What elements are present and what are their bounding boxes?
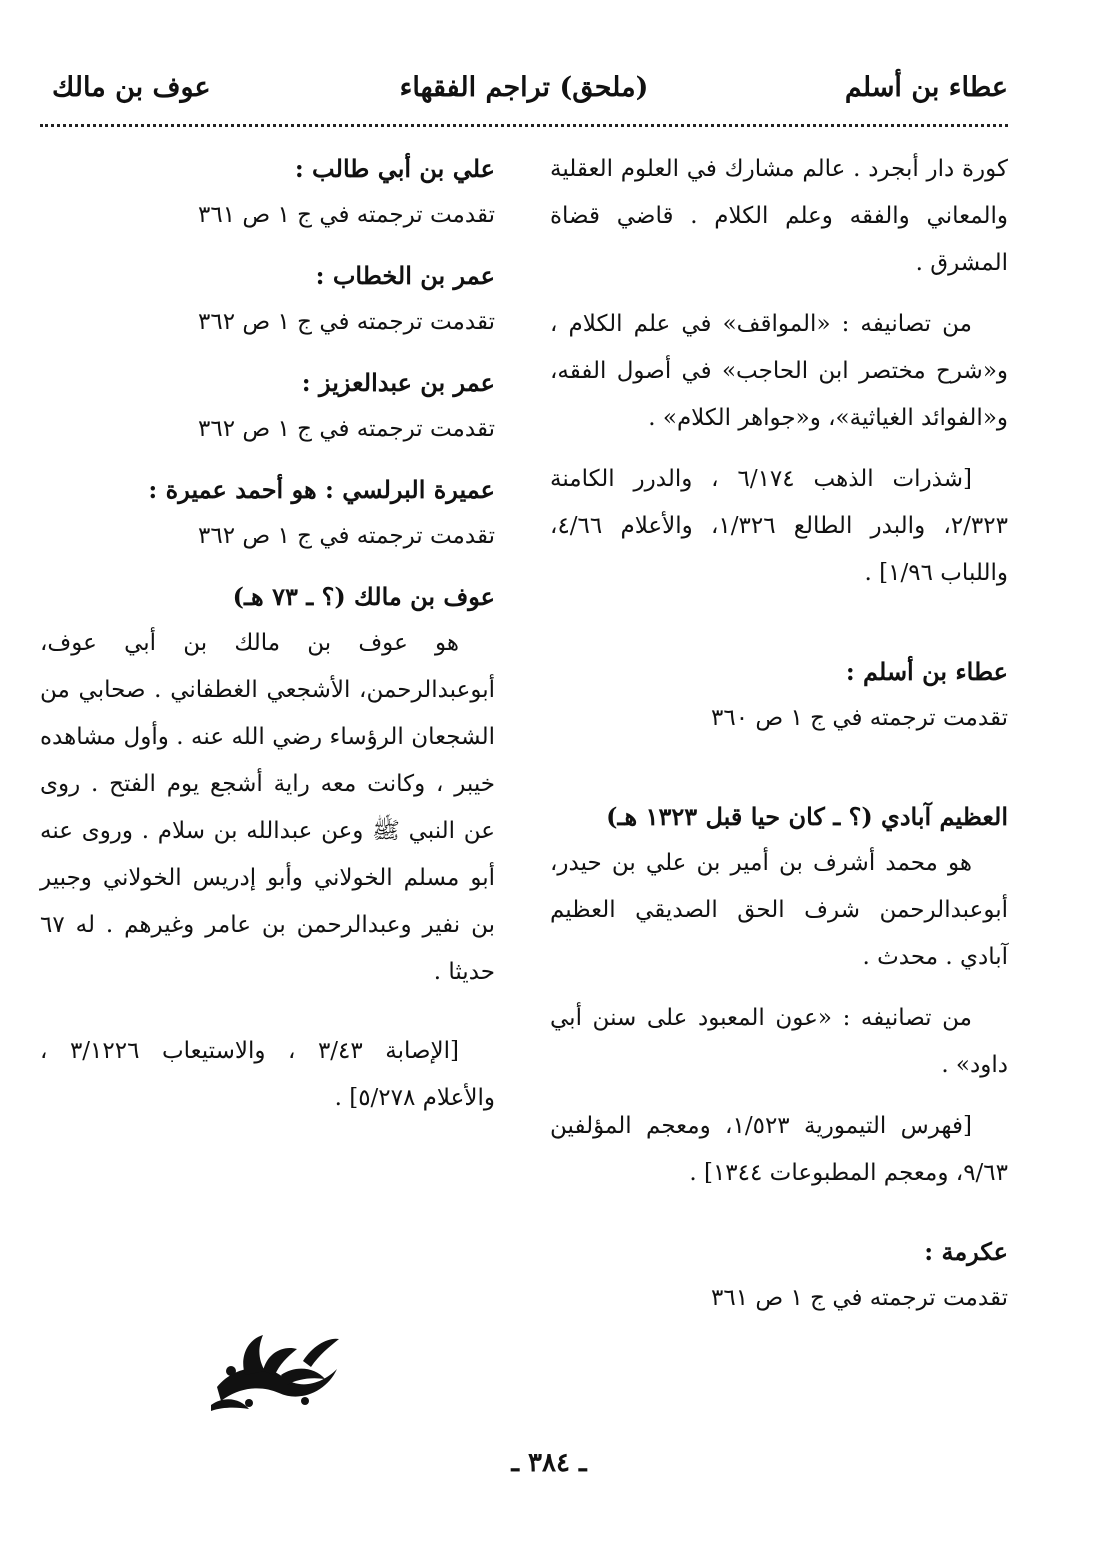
entry-ref-ali: تقدمت ترجمته في ج ١ ص ٣٦١ <box>197 202 495 228</box>
left-column <box>40 146 495 1122</box>
running-header <box>40 72 1008 122</box>
entry-bio-azim-abadi: هو محمد أشرف بن أمير بن علي بن حيدر، أبوعبدالرحمن شرف الحق الصديقي العظيم آبادي . محدث . <box>550 850 1008 970</box>
entry-ref-umar: تقدمت ترجمته في ج ١ ص ٣٦٢ <box>197 309 495 335</box>
header-left-entry: عوف بن مالك <box>52 72 211 103</box>
entry-works-azim-abadi: من تصانيفه : «عون المعبود على سنن أبي داود» . <box>550 1005 1008 1078</box>
header-right-entry: عطاء بن أسلم <box>844 72 1008 103</box>
entry-title-azim-abadi: العظيم آبادي (؟ ـ كان حيا قبل ١٣٢٣ هـ) <box>606 802 1008 831</box>
entry-title-umar: عمر بن الخطاب : <box>315 261 495 290</box>
entry-sources-azim-abadi: [فهرس التيمورية ١/٥٢٣، ومعجم المؤلفين ٩/٦٣، ومعجم المطبوعات ١٣٤٤] . <box>550 1113 1008 1186</box>
right-column <box>550 146 1008 1322</box>
entry-ref-ata: تقدمت ترجمته في ج ١ ص ٣٦٠ <box>710 705 1008 731</box>
entry-title-awf: عوف بن مالك (؟ ـ ٧٣ هـ) <box>232 582 495 611</box>
entry-title-umar-abdulaziz: عمر بن عبدالعزيز : <box>301 368 495 397</box>
floral-ornament <box>205 1325 345 1415</box>
entry-sources: [شذرات الذهب ٦/١٧٤ ، والدرر الكامنة ٢/٣٢٣، والبدر الطالع ١/٣٢٦، والأعلام ٤/٦٦، واللباب ١/٩٦] . <box>550 466 1008 586</box>
entry-title-ata: عطاء بن أسلم : <box>845 657 1008 686</box>
entry-title-ali: علي بن أبي طالب : <box>294 154 495 183</box>
entry-works: من تصانيفه : «المواقف» في علم الكلام ، و«شرح مختصر ابن الحاجب» في أصول الفقه، و«الفوائد الغياثية»، و«جواهر الكلام» . <box>550 311 1008 431</box>
header-title: (ملحق) تراجم الفقهاء <box>399 72 649 103</box>
entry-ref-amira: تقدمت ترجمته في ج ١ ص ٣٦٢ <box>197 523 495 549</box>
entry-title-amira: عميرة البرلسي : هو أحمد عميرة : <box>148 475 495 504</box>
entry-sources-awf: [الإصابة ٣/٤٣ ، والاستيعاب ٣/١٢٢٦ ، والأعلام ٥/٢٧٨] . <box>40 1038 495 1111</box>
header-dotted-rule <box>40 124 1008 127</box>
entry-ref-umar-abdulaziz: تقدمت ترجمته في ج ١ ص ٣٦٢ <box>197 416 495 442</box>
entry-title-ikrima: عكرمة : <box>924 1237 1008 1266</box>
entry-ref-ikrima: تقدمت ترجمته في ج ١ ص ٣٦١ <box>710 1285 1008 1311</box>
page-number: ـ ٣٨٤ ـ <box>511 1448 587 1478</box>
entry-bio-awf: هو عوف بن مالك بن أبي عوف، أبوعبدالرحمن، الأشجعي الغطفاني . صحابي من الشجعان الرؤساء رضي الله عنه . وأول مشاهده خيبر ، وكانت معه راية أشجع يوم الفتح . روى عن النبي ﷺ وعن عبدالله بن سلام . وروى عنه أبو مسلم الخولاني وأبو إدريس الخولاني وجبير بن نفير وعبدالرحمن بن عامر وغيرهم . له ٦٧ حديثا . <box>40 630 495 985</box>
entry-continuation-text: كورة دار أبجرد . عالم مشارك في العلوم العقلية والمعاني والفقه وعلم الكلام . قاضي قضاة المشرق . <box>550 156 1008 276</box>
